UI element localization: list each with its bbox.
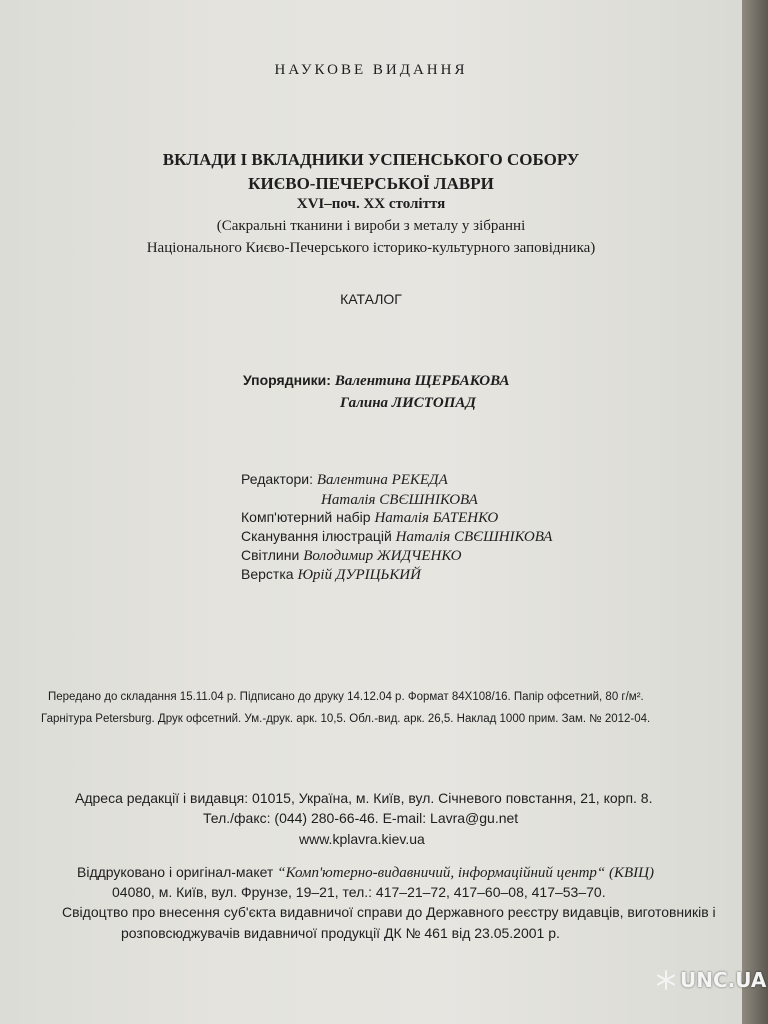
compilers-line-2 (340, 394, 476, 412)
photo-name: Володимир ЖИДЧЕНКО (303, 548, 462, 564)
photo-line (241, 547, 461, 565)
editors-line (241, 471, 448, 489)
series-label: НАУКОВЕ ВИДАННЯ (274, 62, 468, 78)
typeset-name: Наталія БАТЕНКО (374, 510, 499, 526)
editor-name-1: Валентина РЕКЕДА (316, 472, 448, 488)
typeset-line (241, 509, 498, 527)
snowflake-logo-icon (655, 969, 677, 991)
photo-label: Світлини (241, 547, 304, 563)
compiler-name-2: Галина ЛИСТОПАД (340, 395, 476, 411)
address-line: Адреса редакції і видавця: 01015, Україна, м. Київ, вул. Січневого повстання, 21, корп. 8. (75, 790, 653, 806)
print-details-line-1: Передано до складання 15.11.04 р. Підписано до друку 14.12.04 р. Формат 84Х108/16. Папір офсетний, 80 г/м². (48, 691, 644, 703)
printer-address-line: 04080, м. Київ, вул. Фрунзе, 19–21, тел.: 417–21–72, 417–60–08, 417–53–70. (112, 884, 606, 900)
website-line: www.kplavra.kiev.ua (299, 831, 425, 847)
subtitle-line-1: (Сакральні тканини і вироби з металу у зібранні (216, 218, 526, 234)
book-title-line-2: КИЄВО-ПЕЧЕРСЬКОЇ ЛАВРИ (248, 174, 494, 193)
certificate-line-1: Свідоцтво про внесення суб'єкта видавничої справи до Державного реєстру видавців, виготовників і (62, 904, 716, 920)
scan-name: Наталія СВЄШНІКОВА (395, 529, 553, 545)
layout-name: Юрій ДУРІЦЬКИЙ (297, 567, 421, 583)
scan-line (241, 528, 552, 546)
print-details-line-2: Гарнітура Petersburg. Друк офсетний. Ум.-друк. арк. 10,5. Обл.-вид. арк. 26,5. Наклад 1000 прим. Зам. № 2012-04. (41, 713, 651, 725)
layout-line (241, 566, 421, 584)
layout-label: Верстка (241, 566, 298, 582)
editor-name-2: Наталія СВЄШНІКОВА (321, 492, 478, 508)
editors-label: Редактори: (241, 471, 317, 487)
watermark-text: UNC.UA (680, 968, 767, 992)
phone-email-line: Тел./факс: (044) 280-66-46. E-mail: Lavra@gu.net (203, 810, 519, 826)
compilers-line-1 (243, 372, 510, 390)
typeset-label: Комп'ютерний набір (241, 509, 375, 525)
certificate-line-2: розповсюджувачів видавничої продукції ДК № 461 від 23.05.2001 р. (121, 925, 560, 941)
editors-line-2 (321, 491, 478, 509)
printer-name: “Комп'ютерно-видавничий, інформаційний центр“ (КВІЦ) (277, 865, 654, 881)
printer-line-1 (77, 864, 654, 882)
compilers-label: Упорядники: (243, 372, 335, 388)
book-title-period: XVI–поч. XX століття (296, 196, 446, 212)
compiler-name-1: Валентина ЩЕРБАКОВА (334, 373, 510, 389)
catalog-label: КАТАЛОГ (340, 291, 402, 307)
underlying-page-edge (742, 0, 768, 1024)
printer-label: Віддруковано і оригінал-макет (77, 864, 278, 880)
scan-label: Сканування ілюстрацій (241, 528, 396, 544)
subtitle-line-2: Національного Києво-Печерського історико-культурного заповідника) (146, 240, 596, 256)
book-title-line-1: ВКЛАДИ І ВКЛАДНИКИ УСПЕНСЬКОГО СОБОРУ (162, 150, 580, 169)
watermark (655, 968, 766, 992)
